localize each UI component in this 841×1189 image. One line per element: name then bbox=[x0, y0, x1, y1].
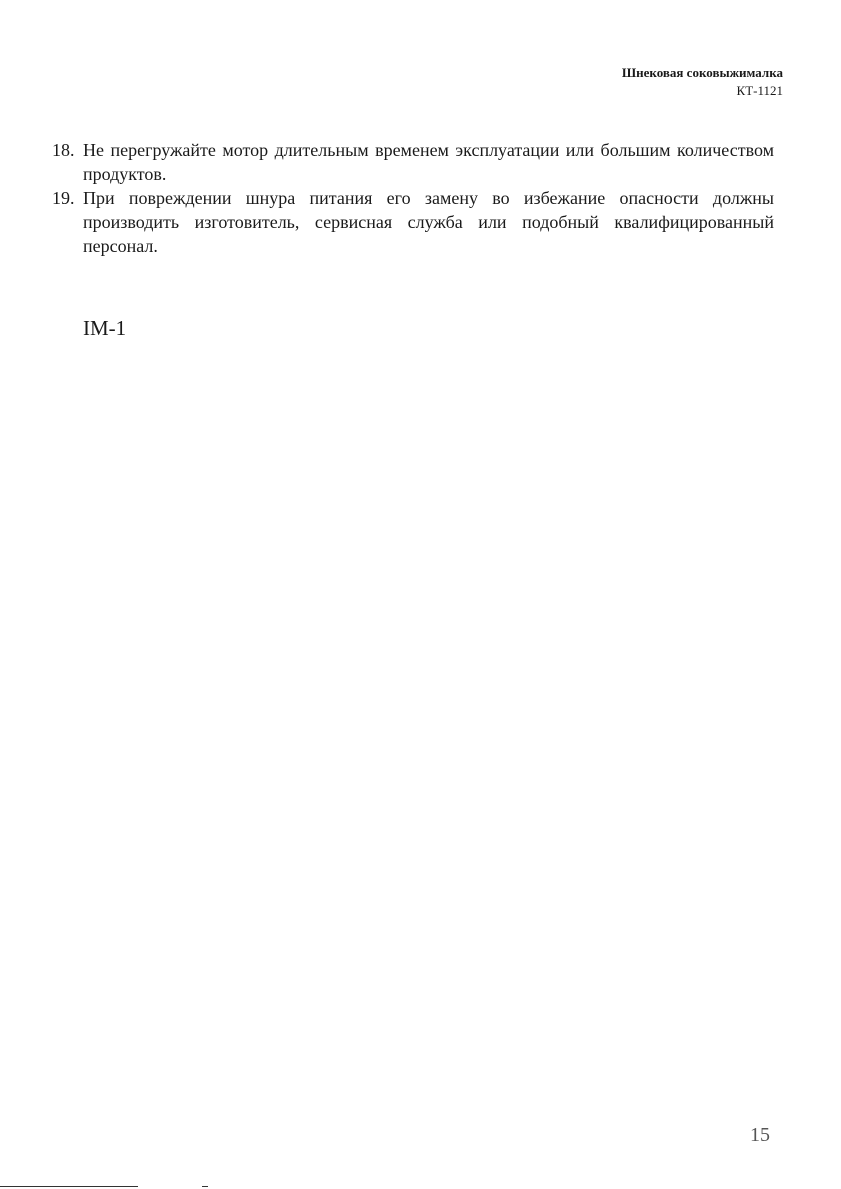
item-text: При повреждении шнура питания его замену во избежание опасности должны производить изготовитель, сервисная служба или подобный квалифицированный персонал. bbox=[83, 188, 774, 256]
product-model: КТ-1121 bbox=[736, 83, 783, 98]
document-code: IM-1 bbox=[83, 316, 127, 340]
list-item bbox=[52, 186, 774, 258]
item-text: Не перегружайте мотор длительным временем эксплуатации или большим количеством продуктов. bbox=[83, 140, 774, 184]
list-item bbox=[52, 138, 774, 186]
footer-rule bbox=[0, 1186, 138, 1187]
item-number: 18. bbox=[52, 140, 75, 160]
product-title: Шнековая соковыжималка bbox=[621, 65, 783, 80]
page-number: 15 bbox=[750, 1124, 770, 1146]
instruction-list bbox=[52, 138, 774, 258]
item-number: 19. bbox=[52, 188, 75, 208]
footer-tick bbox=[202, 1186, 208, 1187]
page-header bbox=[622, 64, 783, 100]
